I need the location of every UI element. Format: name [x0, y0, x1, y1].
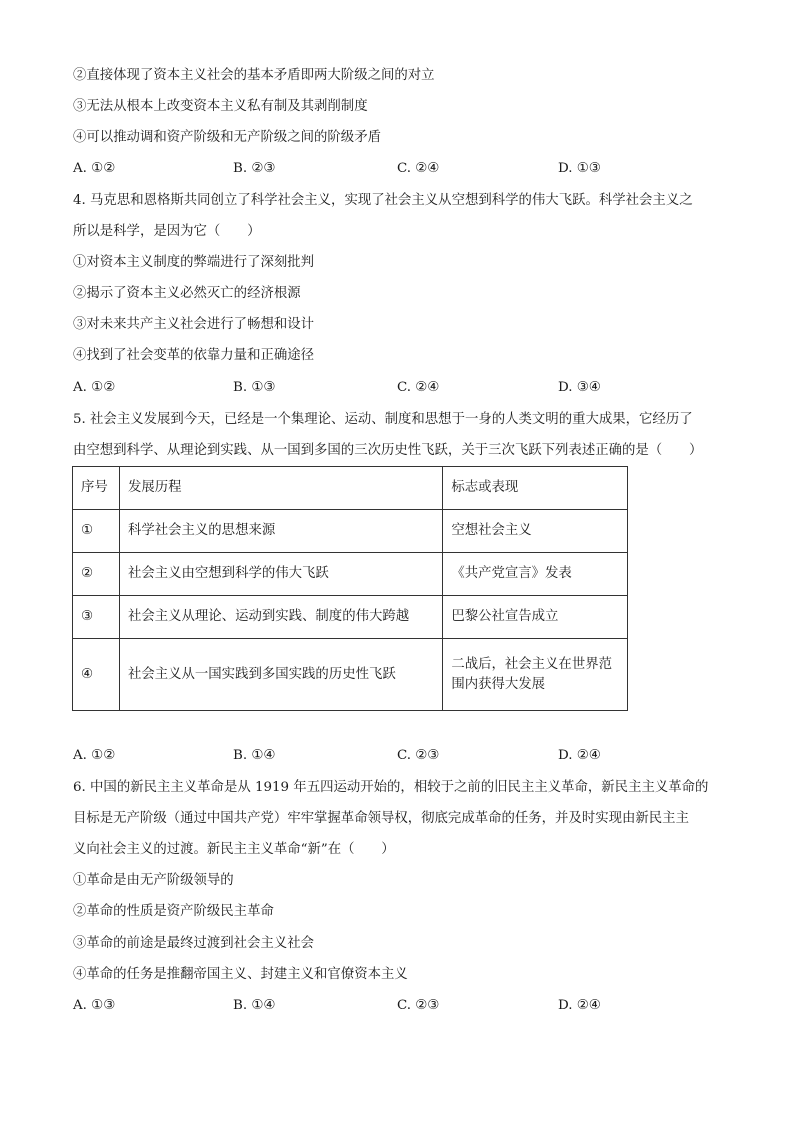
q5-header-process: 发展历程 [119, 467, 442, 510]
q6-option-c[interactable]: C. ②③ [397, 998, 440, 1013]
q5-row3-marker: 巴黎公社宣告成立 [443, 596, 628, 639]
q4-option-c[interactable]: C. ②④ [397, 380, 440, 395]
q5-option-d[interactable]: D. ②④ [558, 748, 601, 763]
q3-statement-2: ②直接体现了资本主义社会的基本矛盾即两大阶级之间的对立 [73, 68, 435, 83]
q5-row4-process: 社会主义从一国实践到多国实践的历史性飞跃 [119, 639, 442, 711]
q4-options [73, 378, 733, 398]
q5-row4-number: ④ [73, 639, 120, 711]
q5-options [73, 746, 733, 766]
q6-option-d[interactable]: D. ②④ [558, 998, 601, 1013]
q6-stem-line-3: 义向社会主义的过渡。新民主主义革命“新”在（ ） [73, 842, 395, 857]
q4-statement-2: ②揭示了资本主义必然灭亡的经济根源 [73, 286, 301, 301]
q5-row1-number: ① [73, 510, 120, 553]
q3-options [73, 159, 733, 179]
q4-stem-line-2: 所以是科学，是因为它（ ） [73, 224, 261, 239]
q5-row2-process: 社会主义由空想到科学的伟大飞跃 [119, 553, 442, 596]
q5-row3-process: 社会主义从理论、运动到实践、制度的伟大跨越 [119, 596, 442, 639]
q6-option-a[interactable]: A. ①③ [73, 998, 116, 1013]
q5-option-a[interactable]: A. ①② [73, 748, 116, 763]
q5-row4-marker: 二战后，社会主义在世界范围内获得大发展 [443, 639, 628, 711]
q4-stem-line-1: 4. 马克思和恩格斯共同创立了科学社会主义，实现了社会主义从空想到科学的伟大飞跃。科学社会主义之 [73, 193, 693, 208]
q4-statement-1: ①对资本主义制度的弊端进行了深刻批判 [73, 255, 315, 270]
q4-statement-4: ④找到了社会变革的依靠力量和正确途径 [73, 348, 315, 363]
q4-option-a[interactable]: A. ①② [73, 380, 116, 395]
table-row [73, 596, 628, 639]
q4-option-b[interactable]: B. ①③ [233, 380, 276, 395]
q3-statement-3: ③无法从根本上改变资本主义私有制及其剥削制度 [73, 99, 368, 114]
q6-option-b[interactable]: B. ①④ [233, 998, 276, 1013]
table-row [73, 553, 628, 596]
q3-option-b[interactable]: B. ②③ [233, 161, 276, 176]
q5-table-header-row [73, 467, 628, 510]
q6-options [73, 996, 733, 1016]
q5-table [72, 466, 628, 711]
q6-statement-2: ②革命的性质是资产阶级民主革命 [73, 904, 274, 919]
q5-row1-process: 科学社会主义的思想来源 [119, 510, 442, 553]
table-row [73, 510, 628, 553]
q6-statement-3: ③革命的前途是最终过渡到社会主义社会 [73, 936, 315, 951]
q3-option-a[interactable]: A. ①② [73, 161, 116, 176]
q5-row2-marker: 《共产党宣言》发表 [443, 553, 628, 596]
q5-stem-line-1: 5. 社会主义发展到今天，已经是一个集理论、运动、制度和思想于一身的人类文明的重大成果，它经历了 [73, 412, 693, 427]
q6-statement-4: ④革命的任务是推翻帝国主义、封建主义和官僚资本主义 [73, 967, 408, 982]
q5-option-b[interactable]: B. ①④ [233, 748, 276, 763]
q5-header-number: 序号 [73, 467, 120, 510]
q5-header-marker: 标志或表现 [443, 467, 628, 510]
q6-statement-1: ①革命是由无产阶级领导的 [73, 873, 234, 888]
q6-stem-line-2: 目标是无产阶级（通过中国共产党）牢牢掌握革命领导权，彻底完成革命的任务，并及时实现由新民主主 [73, 811, 689, 826]
q3-option-c[interactable]: C. ②④ [397, 161, 440, 176]
q5-row1-marker: 空想社会主义 [443, 510, 628, 553]
q5-row2-number: ② [73, 553, 120, 596]
q3-statement-4: ④可以推动调和资产阶级和无产阶级之间的阶级矛盾 [73, 130, 381, 145]
q4-option-d[interactable]: D. ③④ [558, 380, 601, 395]
q5-option-c[interactable]: C. ②③ [397, 748, 440, 763]
q5-stem-line-2: 由空想到科学、从理论到实践、从一国到多国的三次历史性飞跃，关于三次飞跃下列表述正确的是（ ） [73, 443, 703, 458]
q5-row3-number: ③ [73, 596, 120, 639]
table-row [73, 639, 628, 711]
q3-option-d[interactable]: D. ①③ [558, 161, 601, 176]
q4-statement-3: ③对未来共产主义社会进行了畅想和设计 [73, 317, 315, 332]
q6-stem-line-1: 6. 中国的新民主主义革命是从 1919 年五四运动开始的，相较于之前的旧民主主义革命，新民主主义革命的 [73, 780, 709, 795]
